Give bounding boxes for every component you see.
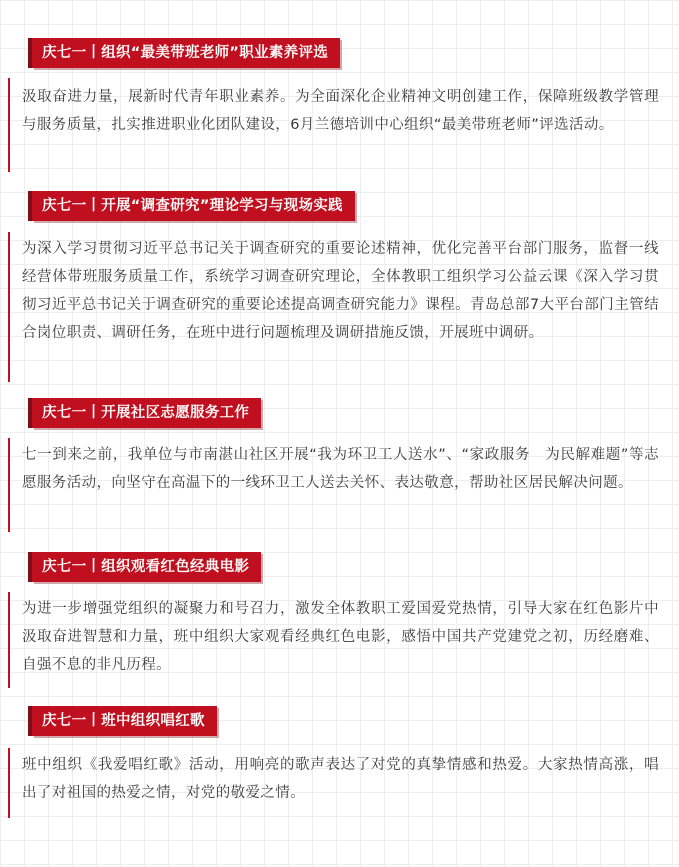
section-4-body-block [8,592,659,688]
section-5-title: 庆七一丨班中组织唱红歌 [32,706,217,736]
section-5-body-block [8,748,659,818]
section-2-body: 为深入学习贯彻习近平总书记关于调查研究的重要论述精神，优化完善平台部门服务，监督一线经营体带班服务质量工作，系统学习调查研究理论，全体教职工组织学习公益云课《深入学习贯彻习近平总书记关于调查研究的重要论述提高调查研究能力》课程。青岛总部7大平台部门主管结合岗位职责、调研任务，在班中进行问题梳理及调研措施反馈，开展班中调研。 [22,241,659,341]
section-2-body-block [8,232,659,382]
section-5-body: 班中组织《我爱唱红歌》活动，用响亮的歌声表达了对党的真挚情感和热爱。大家热情高涨，唱出了对祖国的热爱之情，对党的敬爱之情。 [22,757,659,801]
section-2-title: 庆七一丨开展“调查研究”理论学习与现场实践 [32,191,355,221]
section-1-body: 汲取奋进力量，展新时代青年职业素养。为全面深化企业精神文明创建工作，保障班级教学管理与服务质量，扎实推进职业化团队建设，6月兰德培训中心组织“最美带班老师”评选活动。 [22,89,659,133]
section-5-header [28,706,217,736]
section-2-header [28,191,355,221]
section-3-body-block [8,438,659,532]
section-3-header [28,398,261,428]
section-4-title: 庆七一丨组织观看红色经典电影 [32,552,261,582]
section-1-body-block [8,78,659,172]
section-1-title: 庆七一丨组织“最美带班老师”职业素养评选 [32,38,340,68]
section-4-body: 为进一步增强党组织的凝聚力和号召力，激发全体教职工爱国爱党热情，引导大家在红色影片中汲取奋进智慧和力量，班中组织大家观看经典红色电影，感悟中国共产党建党之初，历经磨难、自强不息的非凡历程。 [22,601,659,673]
section-3-title: 庆七一丨开展社区志愿服务工作 [32,398,261,428]
section-1-header [28,38,340,68]
section-4-header [28,552,261,582]
section-3-body: 七一到来之前，我单位与市南湛山社区开展“我为环卫工人送水”、“家政服务 为民解难题”等志愿服务活动，向坚守在高温下的一线环卫工人送去关怀、表达敬意，帮助社区居民解决问题。 [22,447,659,491]
